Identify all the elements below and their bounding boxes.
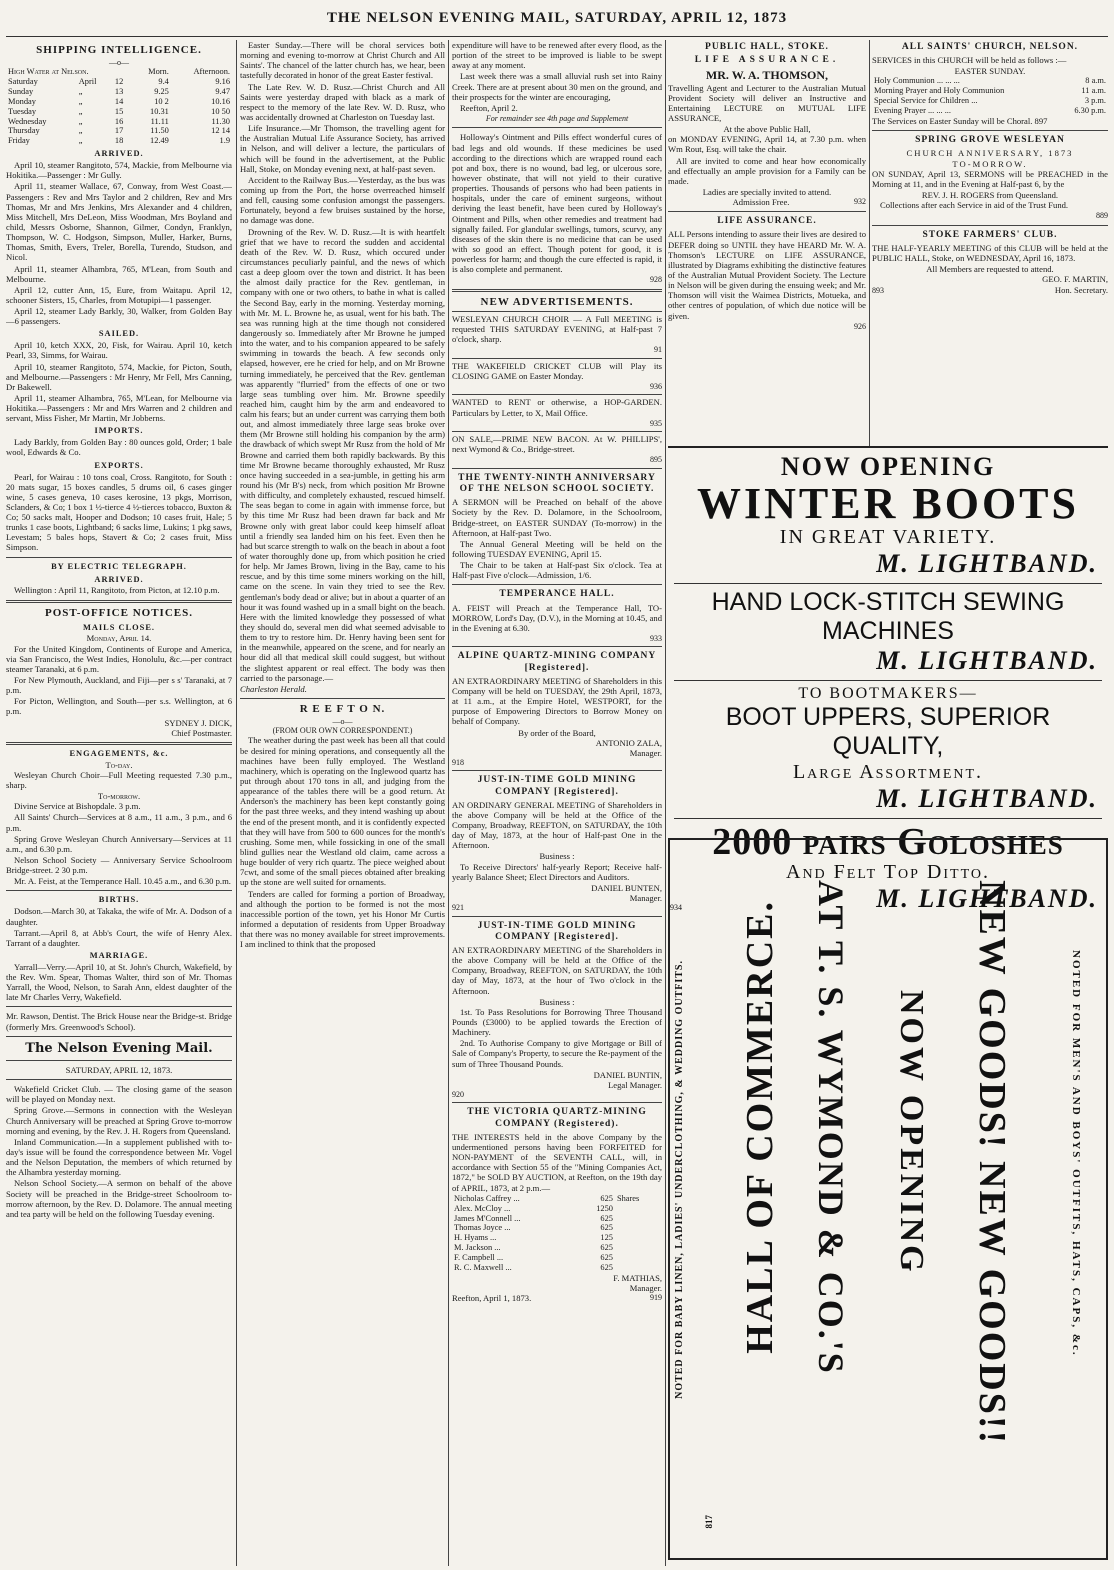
share-n: 625 — [600, 1223, 613, 1233]
divider — [6, 1036, 232, 1037]
news-paragraph: expenditure will have to be renewed after every flood, as the portion of the street to be improved is liable to be swept away at any moment. — [452, 40, 662, 71]
tide-month: „ — [78, 106, 83, 116]
admission-line — [668, 197, 866, 207]
lecturer-name: MR. W. A. THOMSON, — [705, 68, 829, 83]
ad-just-in-time-2 — [452, 916, 662, 1103]
exports-entry: Pearl, for Wairau : 10 tons coal, Cross. Rangitoto, for South : 20 mats sugar, 15 boxes candles, 5 drums oil, 6 cases ginger wine, 5 cases geneva, 10 cases kerosine, 13 pkgs, Morrison, Sclanders, & Co; 1 box 1 ½-tierce 4 ½-tierces tobacco, Buxton & Co; 50 sacks malt, Hooper and Dodson; 10 cases fruit, Hale; 5 trunks 1 case boots, Lightband; 6 sacks lime, Lukins; 1 pkg saws, Levestam; 5 bales hops, Stavert & Co; 2 cases fruit, Miss Simpson. — [6, 471, 232, 553]
services-table — [872, 76, 1108, 116]
ad-line: HALL OF COMMERCE. — [739, 900, 781, 1354]
advertiser-name: M. LIGHTBAND. — [876, 784, 1098, 813]
ad-cricket — [452, 358, 662, 395]
tide-month: „ — [78, 126, 83, 136]
advertiser-name: M. LIGHTBAND. — [876, 884, 1098, 913]
ad-wanted — [452, 394, 662, 431]
ad-signature-title: Manager. — [629, 1283, 662, 1294]
news-paragraph: Tenders are called for forming a portion of Broadway, and although the portion to be formed is not the most inaccessible portion of the town, yet his Honor Mr Curtis informed a deputation of residents from Upper Broadway that there was no money available for street improvements. I am inclined to think that the proposed — [240, 888, 445, 950]
tide-morn: 11.50 — [150, 126, 169, 136]
tide-row — [6, 97, 232, 107]
ad-temperance — [452, 584, 662, 646]
telegraph-entry: Wellington : April 11, Rangitoto, from Picton, at 12.10 p.m. — [14, 585, 220, 596]
ad-alpine — [452, 646, 662, 770]
tide-date: 17 — [114, 126, 124, 136]
tide-day: Monday — [8, 96, 36, 106]
share-name: M. Jackson ... — [454, 1243, 501, 1253]
engagement: All Saints' Church—Services at 8 a.m., 11 a.m., 3 p.m., and 6 p.m. — [6, 812, 232, 833]
arrived-entry: April 12, steamer Lady Barkly, 30, Walker, from Golden Bay—6 passengers. — [6, 306, 232, 327]
paper-title: The Nelson Evening Mail. — [25, 1040, 213, 1056]
share-u: Shares — [616, 1193, 640, 1203]
tide-aft: 12 14 — [211, 126, 230, 136]
tide-morn: 10 2 — [154, 96, 169, 106]
arrived-head: ARRIVED. — [94, 149, 144, 159]
tide-row — [6, 107, 232, 117]
ad-text: Collections after each Service in aid of the Trust Fund. — [880, 200, 1069, 211]
high-water-label: High Water at Nelson. — [8, 66, 89, 76]
ad-signature-title: Manager. — [629, 747, 662, 758]
reefton-subtitle: (FROM OUR OWN CORRESPONDENT.) — [272, 725, 413, 735]
ad-side-text: NOTED FOR MEN'S AND BOYS' OUTFITS, HATS, CAPS, &c. — [1070, 950, 1082, 1357]
share-row — [452, 1263, 662, 1273]
ad-signature: F. MATHIAS, — [613, 1272, 662, 1283]
ad-line: AT T. S. WYMOND & CO.'S — [811, 880, 851, 1375]
news-paragraph: The weather during the past week has been all that could be desired for mining operations, and consequently all the machines have been fully employed. The Westland machinery, which is operating on the Inglewood quartz has put through about 170 tons in all, and judging from the appearance of the tables there will be a good return. At Anderson's the machinery has been kept constantly going for the past three weeks, and they intend washing up about the end of the present month, and it is confidently expected that they will have from 500 to 600 ounces for the month's crushing. Some men, while fossicking in one of the small blind gullies near the Westland old claim, came across a huge boulder of very rich quartz. The piece weighed about 7cwt, and some of the small pieces obtained after breaking up the stone are well suited for ornaments. — [240, 735, 445, 888]
service-time: 6.30 p.m. — [1074, 106, 1106, 116]
ad-heading: STOKE FARMERS' CLUB. — [922, 229, 1058, 240]
share-name: Thomas Joyce ... — [454, 1223, 511, 1233]
advertiser-name: M. LIGHTBAND. — [876, 549, 1098, 578]
share-name: James M'Connell ... — [454, 1213, 521, 1223]
births-title: BIRTHS. — [98, 895, 140, 905]
tide-aft: 10.16 — [211, 96, 230, 106]
column-2 — [240, 40, 445, 1566]
post-title: POST-OFFICE NOTICES. — [45, 606, 193, 619]
divider — [872, 130, 1108, 131]
service-row — [872, 76, 1108, 86]
ad-heading: JUST-IN-TIME GOLD MINING COMPANY [Registered]. — [477, 920, 637, 942]
post-entry: For New Plymouth, Auckland, and Fiji—per s s' Taranaki, at 7 p.m. — [6, 675, 232, 696]
divider — [674, 583, 1102, 584]
share-n: 1250 — [596, 1203, 613, 1213]
ad-text: THE WAKEFIELD CRICKET CLUB will Play its CLOSING GAME on Easter Monday. — [452, 360, 662, 381]
ad-text: 2nd. To Authorise Company to give Mortgage or Bill of Sale of Company's Property, to secure the Re-payment of the sum of Three Thousand Pounds. — [452, 1038, 662, 1069]
divider — [674, 680, 1102, 681]
ad-signature-title: Manager. — [629, 893, 662, 904]
divider — [6, 1079, 232, 1080]
ad-bacon — [452, 431, 662, 468]
column-divider — [869, 40, 870, 448]
tide-month: April — [78, 76, 97, 86]
column-1 — [6, 40, 232, 1566]
tide-month: „ — [78, 136, 83, 146]
telegraph-arrived: ARRIVED. — [94, 574, 144, 584]
birth-notice: Tarrant.—April 8, at Abb's Court, the wife of Henry Alex. Tarrant of a daughter. — [6, 927, 232, 948]
tide-month: „ — [78, 96, 83, 106]
divider — [6, 557, 232, 558]
share-row — [452, 1233, 662, 1243]
engagement: Wesleyan Church Choir—Full Meeting requested 7.30 p.m., sharp. — [6, 769, 232, 791]
share-n: 625 — [600, 1193, 613, 1203]
news-paragraph: Wakefield Cricket Club. — The closing game of the season will be played on Monday next. — [6, 1084, 232, 1105]
ad-number: 91 — [654, 345, 662, 355]
share-n: 125 — [600, 1233, 613, 1243]
ad-signature-title: Hon. Secretary. — [1054, 284, 1108, 295]
ad-text: Ladies are specially invited to attend. — [702, 186, 832, 197]
ad-heading: ALL SAINTS' CHURCH, NELSON. — [901, 42, 1079, 52]
ad-text: All are invited to come and hear how economically and effectually an ample provision for a Family can be made. — [668, 155, 866, 186]
ad-heading: JUST-IN-TIME GOLD MINING COMPANY [Registered]. — [477, 775, 637, 797]
divider — [452, 289, 662, 292]
ad-number: 928 — [650, 275, 662, 285]
ad-text — [452, 1293, 662, 1303]
engagement: Divine Service at Bishopdale. 3 p.m. — [14, 801, 141, 812]
shipping-title: SHIPPING INTELLIGENCE. — [36, 44, 202, 56]
divider — [6, 890, 232, 891]
postmaster-name: SYDNEY J. DICK, — [164, 717, 232, 728]
service-label: Morning Prayer and Holy Communion — [874, 86, 1005, 96]
arrived-entry: April 11, steamer Wallace, 67, Conway, from West Coast.—Passengers : Rev and Mrs Taylor and 2 children, Rev and Mrs Thomas, Mr and Mrs Jenkins, Mrs Alexander and 4 children, Miss Mitchell, Mrs DeLeon, Miss Woodman, Mrs Boyland and child, Messrs Osborne, Shannon, Gilmer, Condyn, Franklyn, Thompson, W. C. Hodgson, Simpson, Muller, Harker, Burns, Thomas, Smith, Evers, Treler, Borella, Turendo, Studson, and Nicol. — [6, 181, 232, 263]
sailed-entry: April 10, steamer Rangitoto, 574, Mackie, for Picton, South, and Melbourne.—Passengers : Mr Henry, Mr Fell, Mrs Canning, Dr Bakewell. — [6, 361, 232, 392]
sailed-entry: April 10, ketch XXX, 20, Fisk, for Wairau. April 10, ketch Pearl, 33, Simms, for Wairau. — [6, 340, 232, 361]
news-paragraph: Easter Sunday.—There will be choral services both morning and evening to-morrow at Christ Church and All Saints'. The chancel of the latter church has, we hear, been tastefully decorated in honor of the great Easter festival. — [240, 40, 445, 81]
reefton-title: R E E F T O N. — [299, 703, 386, 715]
divider — [6, 742, 232, 745]
exports-head: EXPORTS. — [94, 460, 144, 470]
divider — [240, 698, 445, 699]
service-row — [872, 86, 1108, 96]
ad-line: And Felt Top Ditto. — [786, 861, 990, 883]
share-row — [452, 1194, 662, 1204]
share-row — [452, 1243, 662, 1253]
arrived-entry: April 11, steamer Alhambra, 765, M'Lean, from South and Melbourne. — [6, 263, 232, 284]
share-u — [615, 1243, 662, 1253]
news-paragraph: The Late Rev. W. D. Rusz.—Christ Church and All Saints were yesterday draped with black as a mark of respect to the memory of the late Rev. W. D. Rusz, who was accidentally drowned at Charleston on Tuesday last. — [240, 81, 445, 122]
ad-line: NOW OPENING — [893, 990, 930, 1275]
ad-text: THE HALF-YEARLY MEETING of this CLUB will be held at the PUBLIC HALL, Stoke, on WEDNESDAY, April 16, 1873. — [872, 242, 1108, 264]
birth-notice: Dodson.—March 30, at Takaka, the wife of Mr. A. Dodson of a daughter. — [6, 906, 232, 927]
news-source: Charleston Herald. — [240, 683, 307, 694]
ad-dateline: Reefton, April 1, 1873. — [452, 1293, 532, 1304]
ad-number: 921 — [452, 903, 464, 913]
engagement: Nelson School Society — Anniversary Service Schoolroom Bridge-street. 2 30 p.m. — [6, 855, 232, 876]
column-4 — [668, 40, 866, 445]
today-label: To-day. — [105, 759, 133, 770]
tide-morn: 9.4 — [158, 76, 169, 86]
ad-heading: PUBLIC HALL, STOKE. — [705, 42, 829, 52]
imports-head: IMPORTS. — [94, 426, 144, 436]
tide-aft: 1.9 — [219, 136, 230, 146]
tide-row — [6, 117, 232, 127]
ad-number: 932 — [854, 197, 866, 207]
marriage-title: MARRIAGE. — [89, 950, 149, 960]
ad-subheading: LIFE ASSURANCE. — [694, 55, 840, 66]
arrived-entry: April 10, steamer Rangitoto, 574, Mackie, from Melbourne via Hokitika.—Passenger : Mr Gully. — [6, 160, 232, 181]
service-label: Holy Communion ... ... ... — [874, 76, 960, 86]
service-row — [872, 96, 1108, 106]
tide-day: Saturday — [8, 76, 38, 86]
ad-just-in-time-1 — [452, 770, 662, 915]
share-name: F. Campbell ... — [454, 1253, 504, 1263]
post-entry: For the United Kingdom, Continents of Europe and America, via San Francisco, the West Indies, Honolulu, &c.—per contract steamer Taranaki, at 6 p.m. — [6, 643, 232, 674]
ad-line: IN GREAT VARIETY. — [779, 526, 997, 548]
tide-day: Wednesday — [8, 116, 47, 126]
tide-morn: 12.49 — [150, 136, 169, 146]
share-n: 625 — [600, 1243, 613, 1253]
ad-text: AN EXTRAORDINARY MEETING of the Shareholders in the above Company will be held at the Office of the Company, Broadway, REEFTON, on SATURDAY, the 10th day of May, 1873, at the hour of Two o'clock in the Afternoon. — [452, 945, 662, 996]
ad-number: 934 — [670, 903, 682, 912]
ad-text: SERVICES in this CHURCH will be held as follows :— — [872, 55, 1067, 66]
ad-text: WESLEYAN CHURCH CHOIR — A Full MEETING is requested THIS SATURDAY EVENING, at Half-past 7 o'clock, sharp. — [452, 313, 662, 345]
morn-label: Morn. — [148, 66, 169, 76]
ad-text: ON SUNDAY, April 13, SERMONS will be PREACHED in the Morning at 11, and in the Evening at Half-past 6, by the — [872, 168, 1108, 189]
news-paragraph: Life Insurance.—Mr Thomson, the travelling agent for the Australian Mutual Life Assurance Society, has arrived in Nelson, and will deliver a lecture, the particulars of which will be found in the advertisement, at the Public Hall, Stoke, on Monday evening next, at half-past seven. — [240, 123, 445, 174]
share-u — [615, 1253, 662, 1263]
news-paragraph: Nelson School Society.—A sermon on behalf of the above Society will be preached in the Bridge-street Schoolroom to-morrow afternoon, by the Rev. D. Dolamore. The annual meeting and tea party will be held on the following Tuesday evening. — [6, 1178, 232, 1219]
divider — [674, 818, 1102, 819]
ad-signature: GEO. F. MARTIN, — [1042, 274, 1108, 285]
tide-morn: 10.31 — [150, 106, 169, 116]
ad-victoria — [452, 1102, 662, 1306]
afternoon-label: Afternoon. — [193, 66, 230, 76]
ad-signature-title: Legal Manager. — [608, 1079, 662, 1090]
ad-line: WINTER BOOTS — [697, 479, 1079, 528]
news-paragraph: Drowning of the Rev. W. D. Rusz.—It is with heartfelt grief that we have to record the sudden and accidental death of the Rev. W. D. Rusz, which occured under circumstances peculiarly painful, and the news of which cast a deep gloom over the town and district. It has been the almost daily practice for the Rev. gentleman, in company with one or two others, to bathe in what is called the Second Bay, early in the morning. Yesterday morning, with Mr. M. L. Browne he, as usual, went for his bath. The sea was running high at the time though not considered dangerously so. Immediately after Mr Browne he jumped into the water, and to his companion appeared to be safely swimming in towards the beach. A few seconds only elapsed, however, ere he cried for help, and on Mr Browne turning immediately, he perceived that the Rev. gentleman was apparently "flurried" from the effects of one or two large seas tumbling over him. Mr. Browne speedily reached him, caught him by the arm and endeavored to calm his fears; but an under current was carrying them both out, and almost immediately three large seas broke over them (Mr Browne still holding his companion by the arm) the drawback of which swept Mr Rusz from the hold of Mr Browne and carried them both rapidly backwards. By this time Mr Browne became thoroughly exhausted, Mr Rusz once having succeeded in a sea-jumble, in getting his arm round his (Mr B's) neck, from which position Mr Browne with difficulty, and completely exhausted, rescued himself. The seas began to come in again with immense force, but by this time Mr Rusz had been drawn far back and Mr Browne only with great labor could keep himself afloat until a friendly sea landed him on his feet. Even then he had but scarce strength to walk on the beach in about a foot of water thoroughly done up, from which position he cried for help. Mr James Brown, living in the Bay, came to his rescue, and by this time some miners working on the hill, came on the scene. In vain they tried to see the Rev. gentleman's body dead or alive; but in about a quarter of an hour it was found washed up in a small bight on the beach. Here with the limited knowledge they possessed of what they should do, several men did what seemed advisable to them to try to restore him. Dr. Henry having been sent for in the meanwhile, appeared on the scene, and for nearly an hour did all that medical skill could suggest, but without the slightest apparent or real effect. The body was then carried to the parsonage.— — [240, 226, 445, 683]
remainder-note: For remainder see 4th page and Supplement — [485, 113, 629, 123]
ad-text: ON SALE,—PRIME NEW BACON. At W. PHILLIPS', next Wymond & Co., Bridge-street. — [452, 434, 662, 455]
ad-text: Business : — [539, 851, 575, 862]
service-time: 3 p.m. — [1084, 96, 1106, 106]
column-3 — [452, 40, 662, 1566]
share-row — [452, 1214, 662, 1224]
tide-date: 15 — [114, 106, 124, 116]
ad-text: THE INTERESTS held in the above Company by the undermentioned persons having been FORFEITED for NON-PAYMENT of the SEVENTH CALL, will, in accordance with Section 55 of the "Mining Companies Act, 1872," be SOLD BY AUCTION, at Reefton, on the 19th day of APRIL, 1873, at 2 p.m.— — [452, 1131, 662, 1193]
advertiser-name: M. LIGHTBAND. — [876, 646, 1098, 675]
holloway-ad: Holloway's Ointment and Pills effect wonderful cures of bad legs and old wounds. If these medicines be used according to the directions which are wrapped round each pot and box, there is no wound, bad leg, or ulcerous sore, however obstinate, that will not yield to their curative properties. Thousands of persons who had been patients in hospitals, under the care of eminent surgeons, without deriving the least benefit, have been cured by Holloway's Ointment and Pills, when other remedies and treatment had signally failed. For glandular swellings, tumors, scurvy, any diseases of the skin there is no medicine that can be used with so good an effect. Though potent for good, it is powerless for harm; and though the cure effected is rapid, it is also complete and permanent. — [452, 132, 662, 275]
ad-text: AN EXTRAORDINARY MEETING of Shareholders in this Company will be held on TUESDAY, the 29th April, 1873, at 11 a.m., at the Empire Hotel, WESTPORT, for the purpose of Empowering Directors to Borrow Money on behalf of Company. — [452, 675, 662, 727]
share-u — [615, 1214, 662, 1224]
signature-line — [872, 285, 1108, 295]
ad-signature: DANIEL BUNTIN, — [593, 1069, 662, 1080]
tide-date: 16 — [114, 116, 124, 126]
column-divider — [665, 40, 666, 1566]
ornament: —o— — [109, 57, 129, 67]
news-paragraph: Last week there was a small alluvial rush set into Rainy Creek. There are at present about 30 men on the ground, and their prospects for the winter are encouraging, — [452, 71, 662, 102]
ad-number: 893 — [872, 285, 884, 295]
divider — [668, 211, 866, 212]
share-name: Alex. McCloy ... — [454, 1203, 511, 1213]
arrived-entry: April 12, cutter Ann, 15, Eure, from Waitapu. April 12, schooner Sisters, 15, Charles, from Motupipi—1 passenger. — [6, 284, 232, 305]
marriage-notice: Yarrall—Verry.—April 10, at St. John's Church, Wakefield, by the Rev. Wm. Spear, Thomas Walter, third son of Mr. Thomas Yarrall, the Wood, Nelson, to Sarah Ann, eldest daughter of the late Mr Charles Verry, Wakefield. — [6, 961, 232, 1003]
post-date: Monday, April 14. — [86, 633, 152, 644]
sailed-head: SAILED. — [98, 329, 140, 339]
share-name: H. Hyams ... — [454, 1233, 497, 1243]
tide-date: 13 — [114, 86, 124, 96]
column-divider — [448, 40, 449, 1566]
ad-heading: SPRING GROVE WESLEYAN — [915, 135, 1065, 146]
post-entry: For Picton, Wellington, and South—per s.s. Wellington, at 6 p.m. — [6, 696, 232, 717]
ornament: —o— — [332, 716, 353, 726]
ad-text: To Receive Directors' half-yearly Report; Receive half-yearly Balance Sheet; Elect Directors and Auditors. — [452, 861, 662, 882]
news-paragraph: Inland Communication.—In a supplement published with to-day's issue will be found the correspondence between Mr. Vogel and the Nelson Deputation, the members of which returned by the Alhambra yesterday morning. — [6, 1136, 232, 1178]
ad-text: AN ORDINARY GENERAL MEETING of Shareholders in the above Company will be held at the Office of the Company, Broadway, REEFTON, on SATURDAY, the 10th day of May, 1873, at the hour of Half-past One in the Afternoon. — [452, 799, 662, 851]
ad-heading: TEMPERANCE HALL. — [499, 589, 615, 600]
tide-month: „ — [78, 116, 83, 126]
ad-text: EASTER SUNDAY. — [954, 66, 1026, 77]
tide-date: 14 — [114, 96, 124, 106]
ad-side-text: NOTED FOR BABY LINEN, LADIES' UNDERCLOTHING, & WEDDING OUTFITS. — [674, 960, 685, 1399]
ad-text: on MONDAY EVENING, April 14, at 7.30 p.m. when Wm Rout, Esq. will take the chair. — [668, 134, 866, 155]
tide-row — [6, 136, 232, 146]
tide-morn: 9.25 — [154, 86, 169, 96]
postmaster-title: Chief Postmaster. — [171, 727, 232, 738]
share-row — [452, 1204, 662, 1214]
share-u — [615, 1233, 662, 1243]
ad-heading: LIFE ASSURANCE. — [717, 216, 817, 227]
tide-morn: 11.11 — [150, 116, 169, 126]
ad-line: NEW GOODS! NEW GOODS!! — [971, 880, 1013, 1446]
share-n: 625 — [600, 1253, 613, 1263]
ad-text: A. FEIST will Preach at the Temperance Hall, TO-MORROW, Lord's Day, (D.V.), in the Morning at 10.45, and in the Evening at 6.30. — [452, 602, 662, 633]
ad-text: Admission Free. — [732, 197, 790, 208]
ad-school-society — [452, 468, 662, 585]
ad-text: A SERMON will be Preached on behalf of the above Society by the Rev. D. Dolamore, in the Schoolroom, Bridge-street, on EASTER SUNDAY (To-morrow) in the Afternoon, at Half-past Two. — [452, 497, 662, 538]
column-divider — [236, 40, 237, 1566]
service-time: 11 a.m. — [1081, 86, 1106, 96]
engagements-title: ENGAGEMENTS, &c. — [69, 748, 169, 758]
news-paragraph: Accident to the Railway Bus.—Yesterday, as the bus was coming up from the Port, the horse overreached himself and fell, causing some confusion amongst the passengers. Fortunately, beyond a few bruises sustained by the horse, no damage was done. — [240, 174, 445, 226]
ad-number: 935 — [650, 418, 662, 428]
divider — [452, 127, 662, 128]
share-row — [452, 1223, 662, 1233]
share-name: R. C. Maxwell ... — [454, 1263, 512, 1273]
share-u — [615, 1204, 662, 1214]
tide-table — [6, 67, 232, 146]
tide-aft: 9.16 — [215, 76, 230, 86]
tide-aft: 9.47 — [215, 86, 230, 96]
ad-signature: DANIEL BUNTEN, — [591, 882, 662, 893]
ad-text: Business : — [539, 996, 575, 1007]
ad-number: 918 — [452, 757, 464, 767]
ad-text: At the above Public Hall, — [723, 124, 811, 135]
sailed-entry: April 11, steamer Alhambra, 765, M'Lean, for Melbourne via Hokitika.—Passengers : Mr and Mrs Warren and 2 children and servant, Miss Fisher, Mr Martin, Mr Jobberns. — [6, 392, 232, 424]
share-n: 625 — [600, 1213, 613, 1223]
tomorrow-label: To-morrow. — [97, 791, 141, 802]
ad-text: The Services on Easter Sunday will be Choral. 897 — [872, 116, 1048, 127]
divider — [668, 446, 1108, 448]
ad-heading: ALPINE QUARTZ-MINING COMPANY [Registered]. — [457, 651, 657, 673]
ad-subheading: TO-MORROW. — [952, 158, 1028, 169]
share-u — [615, 1263, 662, 1273]
divider — [6, 1006, 232, 1007]
service-label: Evening Prayer ... ... ... — [874, 106, 951, 116]
mails-close: MAILS CLOSE. — [82, 622, 156, 632]
tide-row — [6, 126, 232, 136]
ad-text: The Annual General Meeting will be held on the following TUESDAY EVENING, April 15. — [452, 538, 662, 559]
ad-line: 2000 pairs Goloshes — [712, 821, 1064, 863]
masthead-rule — [6, 36, 1108, 37]
paper-date: SATURDAY, APRIL 12, 1873. — [65, 1065, 173, 1075]
ad-choir — [452, 311, 662, 358]
masthead: THE NELSON EVENING MAIL, SATURDAY, APRIL 12, 1873 — [326, 10, 788, 26]
tide-day: Tuesday — [8, 106, 37, 116]
divider — [872, 225, 1108, 226]
ad-number: 920 — [452, 1090, 464, 1099]
ad-number: 895 — [650, 455, 662, 465]
engagement: Spring Grove Wesleyan Church Anniversary—Services at 11 a.m., and 6.30 p.m. — [6, 833, 232, 854]
news-paragraph: Spring Grove.—Sermons in connection with the Wesleyan Church Anniversary will be preached at Spring Grove to-morrow morning and evening, by the Rev. J. H. Rogers from Queensland. — [6, 1105, 232, 1136]
share-n: 625 — [600, 1263, 613, 1273]
ad-number: 933 — [650, 633, 662, 643]
news-signoff: Reefton, April 2. — [460, 102, 518, 113]
ad-number: 889 — [1096, 211, 1108, 221]
ad-heading: THE TWENTY-NINTH ANNIVERSARY OF THE NELSON SCHOOL SOCIETY. — [458, 472, 656, 495]
engagement: Mr. A. Feist, at the Temperance Hall. 10.45 a.m., and 6.30 p.m. — [14, 876, 231, 887]
ad-text: All Members are requested to attend. — [926, 264, 1054, 275]
service-time: 8 a.m. — [1085, 76, 1106, 86]
ad-text: The Chair to be taken at Half-past Six o'clock. Tea at Half-past Five o'clock—Admission, 1/6. — [452, 560, 662, 581]
ad-heading: THE VICTORIA QUARTZ-MINING COMPANY (Registered). — [467, 1107, 647, 1129]
tide-day: Sunday — [8, 86, 34, 96]
service-row — [872, 106, 1108, 116]
column-5 — [872, 40, 1108, 445]
ad-subheading: CHURCH ANNIVERSARY, 1873 — [906, 148, 1074, 159]
ad-text: Travelling Agent and Lecturer to the Australian Mutual Provident Society will deliver an Instructive and Entertaining LECTURE on MUTUAL LIFE ASSURANCE, — [668, 82, 866, 123]
divider — [6, 600, 232, 603]
share-row — [452, 1253, 662, 1263]
ad-signature: ANTONIO ZALA, — [595, 737, 662, 748]
imports-entry: Lady Barkly, from Golden Bay : 80 ounces gold, Order; 1 bale wool, Edwards & Co. — [6, 437, 232, 458]
tide-row — [6, 87, 232, 97]
ad-number: 936 — [650, 381, 662, 391]
ad-line: Large Assortment. — [792, 761, 984, 783]
tide-date: 12 — [114, 76, 124, 86]
ad-text: 1st. To Pass Resolutions for Borrowing Three Thousand Pounds (£3000) to be applied towards the Erection of Machinery. — [452, 1006, 662, 1038]
tide-row — [6, 77, 232, 87]
divider — [6, 1060, 232, 1061]
ad-line: BOOT UPPERS, SUPERIOR QUALITY, — [725, 703, 1051, 760]
new-ads-title: NEW ADVERTISEMENTS. — [480, 295, 634, 308]
service-label: Special Service for Children ... — [874, 96, 978, 106]
ad-number: 926 — [854, 321, 866, 331]
ad-number: 919 — [650, 1293, 662, 1303]
wymond-ad — [668, 838, 1108, 1560]
tide-aft: 11.30 — [211, 116, 230, 126]
share-name: Nicholas Caffrey ... — [454, 1193, 520, 1203]
tide-day: Thursday — [8, 126, 40, 136]
ad-line: HAND LOCK-STITCH SEWING MACHINES — [711, 588, 1065, 645]
dentist-ad: Mr. Rawson, Dentist. The Brick House near the Bridge-st. Bridge (formerly Mrs. Greenwood's School). — [6, 1011, 232, 1032]
ad-text: ALL Persons intending to assure their lives are desired to DEFER doing so UNTIL they have HEARD Mr. W. A. Thomson's LECTURE on LIFE ASSURANCE, illustrated by Diagrams exhibiting the distinctive features of the Australian Mutual Provident Society. The Lecture in Nelson will be given during the ensuing week; and Mr. Thomson will visit the Waimea Districts, Motueka, and other centres of population, of which due notice will be given. — [668, 229, 866, 321]
tide-month: „ — [78, 86, 83, 96]
telegraph-head: BY ELECTRIC TELEGRAPH. — [51, 561, 187, 571]
ad-line: NOW OPENING — [780, 452, 996, 481]
ad-text: REV. J. H. ROGERS from Queensland. — [921, 190, 1059, 201]
ad-text: WANTED to RENT or otherwise, a HOP-GARDEN. Particulars by Letter, to X, Mail Office. — [452, 397, 662, 418]
shares-table — [452, 1194, 662, 1273]
tide-day: Friday — [8, 136, 30, 146]
ad-text: By order of the Board, — [518, 727, 596, 738]
tide-date: 18 — [114, 136, 124, 146]
ad-number: 817 — [704, 1514, 714, 1528]
ad-line: TO BOOTMAKERS— — [798, 685, 978, 702]
tide-aft: 10 50 — [211, 106, 230, 116]
share-u — [615, 1223, 662, 1233]
